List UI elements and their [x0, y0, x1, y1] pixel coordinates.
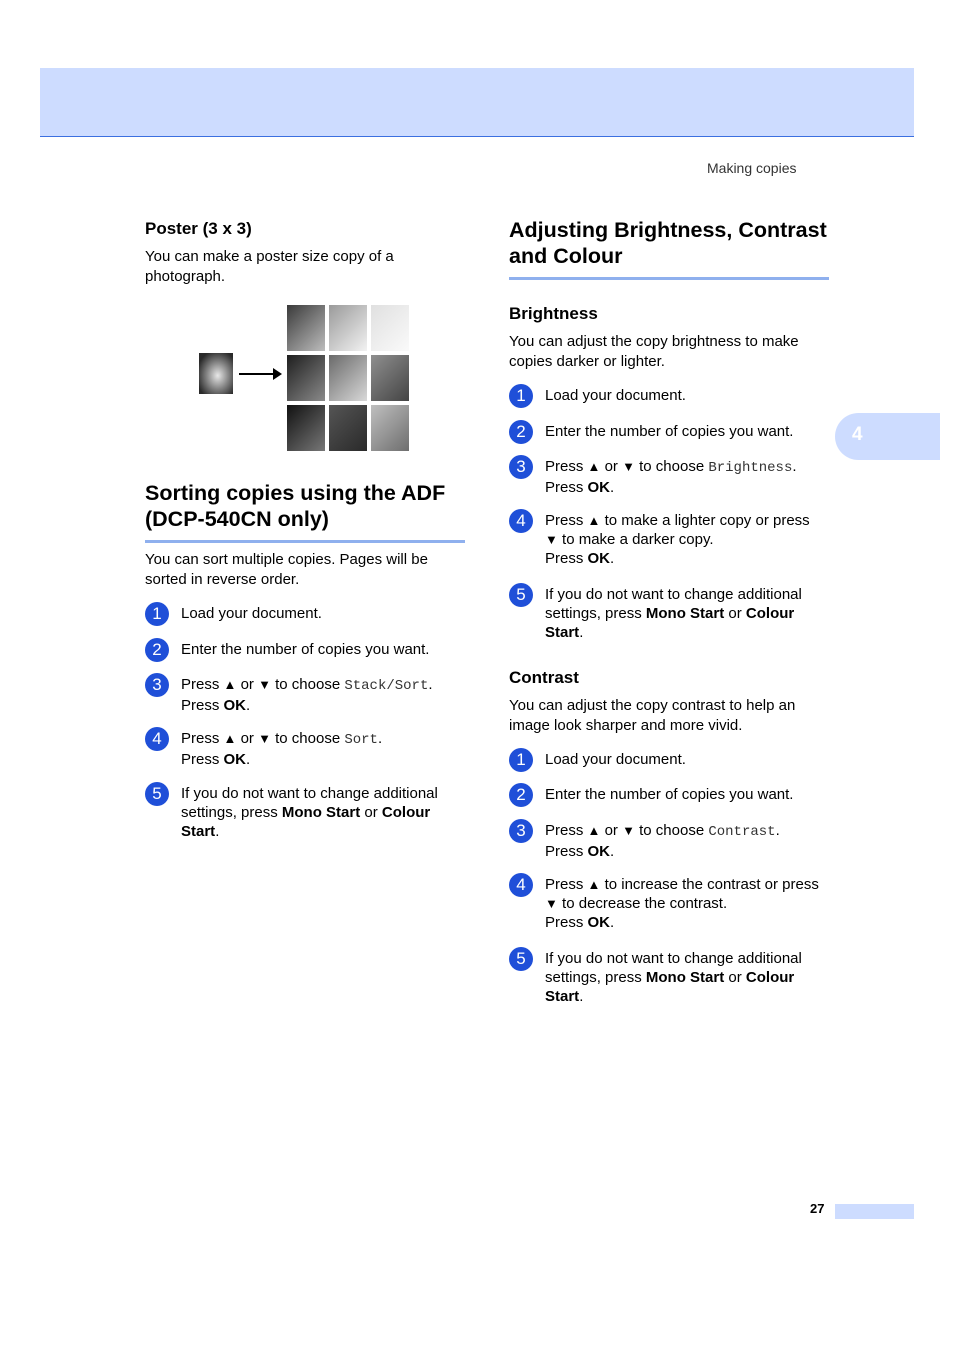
step-text: Enter the number of copies you want.: [181, 641, 430, 658]
step-text: Press ▲ or ▼ to choose Stack/Sort. Press OK.: [181, 676, 433, 714]
step-number: 4: [145, 727, 169, 751]
poster-tile: [287, 405, 325, 451]
step-number: 5: [509, 947, 533, 971]
mono-start-key: Mono Start: [645, 605, 725, 622]
page-number: 27: [810, 1201, 825, 1216]
up-arrow-icon: ▲: [587, 459, 601, 474]
step-text: Press ▲ or ▼ to choose Contrast. Press OK.: [545, 822, 780, 860]
header-band: [40, 68, 914, 137]
step-text: If you do not want to change additional settings, press Mono Start or Colour Start.: [545, 950, 802, 1005]
contrast-intro: You can adjust the copy contrast to help an image look sharper and more vivid.: [509, 697, 796, 734]
sorting-intro: You can sort multiple copies. Pages will be sorted in reverse order.: [145, 551, 428, 588]
down-arrow-icon: ▼: [545, 896, 558, 911]
step-number: 4: [509, 873, 533, 897]
poster-tile: [371, 305, 409, 351]
ok-key: OK: [223, 751, 247, 768]
poster-body: You can make a poster size copy of a photograph.: [145, 248, 394, 285]
step-number: 2: [509, 420, 533, 444]
step-number: 1: [509, 748, 533, 772]
step-text: If you do not want to change additional settings, press Mono Start or Colour Start.: [545, 586, 802, 641]
ok-key: OK: [587, 914, 611, 931]
step-number: 3: [509, 455, 533, 479]
step-text: Enter the number of copies you want.: [545, 423, 794, 440]
down-arrow-icon: ▼: [545, 532, 558, 547]
colour-start-key: Colour Start: [181, 804, 431, 840]
step-number: 2: [145, 638, 169, 662]
step-text: Press ▲ or ▼ to choose Brightness. Press OK.: [545, 458, 797, 496]
up-arrow-icon: ▲: [587, 823, 601, 838]
step-number: 5: [145, 782, 169, 806]
mono-start-key: Mono Start: [281, 804, 361, 821]
poster-tile: [329, 405, 367, 451]
poster-tile: [329, 305, 367, 351]
adjusting-heading: Adjusting Brightness, Contrast and Colour: [509, 217, 829, 280]
menu-option: Brightness: [708, 460, 793, 476]
menu-option: Sort: [344, 732, 378, 748]
step-number: 1: [145, 602, 169, 626]
up-arrow-icon: ▲: [223, 677, 237, 692]
step-number: 4: [509, 509, 533, 533]
arrow-head-icon: [273, 368, 282, 380]
step-number: 3: [509, 819, 533, 843]
chapter-number: 4: [852, 424, 863, 445]
poster-tile: [287, 305, 325, 351]
brightness-heading: Brightness: [509, 304, 598, 323]
poster-tile: [329, 355, 367, 401]
step-text: If you do not want to change additional settings, press Mono Start or Colour Start.: [181, 785, 438, 840]
menu-option: Stack/Sort: [344, 678, 429, 694]
mono-start-key: Mono Start: [645, 969, 725, 986]
step-text: Press ▲ to make a lighter copy or press ▼ to make a darker copy. Press OK.: [545, 512, 810, 567]
handshake-photo-small: [199, 353, 233, 394]
step-number: 3: [145, 673, 169, 697]
poster-tile: [287, 355, 325, 401]
step-text: Press ▲ or ▼ to choose Sort. Press OK.: [181, 730, 383, 768]
poster-tile: [371, 355, 409, 401]
menu-option: Contrast: [708, 824, 776, 840]
running-header: Making copies: [707, 160, 797, 176]
up-arrow-icon: ▲: [587, 513, 601, 528]
poster-illustration: [195, 303, 410, 453]
sorting-heading: Sorting copies using the ADF (DCP-540CN only): [145, 480, 465, 543]
page-number-bar: [835, 1204, 914, 1219]
step-text: Press ▲ to increase the contrast or press ▼ to decrease the contrast. Press OK.: [545, 876, 819, 931]
arrow-icon: [239, 373, 275, 375]
step-number: 2: [509, 783, 533, 807]
up-arrow-icon: ▲: [587, 877, 601, 892]
up-arrow-icon: ▲: [223, 731, 237, 746]
ok-key: OK: [587, 843, 611, 860]
step-text: Load your document.: [181, 605, 322, 622]
down-arrow-icon: ▼: [622, 459, 635, 474]
ok-key: OK: [223, 697, 247, 714]
step-number: 5: [509, 583, 533, 607]
chapter-tab: [835, 413, 940, 460]
ok-key: OK: [587, 550, 611, 567]
down-arrow-icon: ▼: [258, 677, 271, 692]
step-number: 1: [509, 384, 533, 408]
contrast-heading: Contrast: [509, 668, 579, 687]
ok-key: OK: [587, 479, 611, 496]
brightness-intro: You can adjust the copy brightness to make copies darker or lighter.: [509, 333, 799, 370]
step-text: Enter the number of copies you want.: [545, 786, 794, 803]
step-text: Load your document.: [545, 751, 686, 768]
down-arrow-icon: ▼: [622, 823, 635, 838]
poster-tile: [371, 405, 409, 451]
step-text: Load your document.: [545, 387, 686, 404]
down-arrow-icon: ▼: [258, 731, 271, 746]
colour-start-key: Colour Start: [545, 605, 795, 641]
colour-start-key: Colour Start: [545, 969, 795, 1005]
poster-heading: Poster (3 x 3): [145, 219, 252, 238]
